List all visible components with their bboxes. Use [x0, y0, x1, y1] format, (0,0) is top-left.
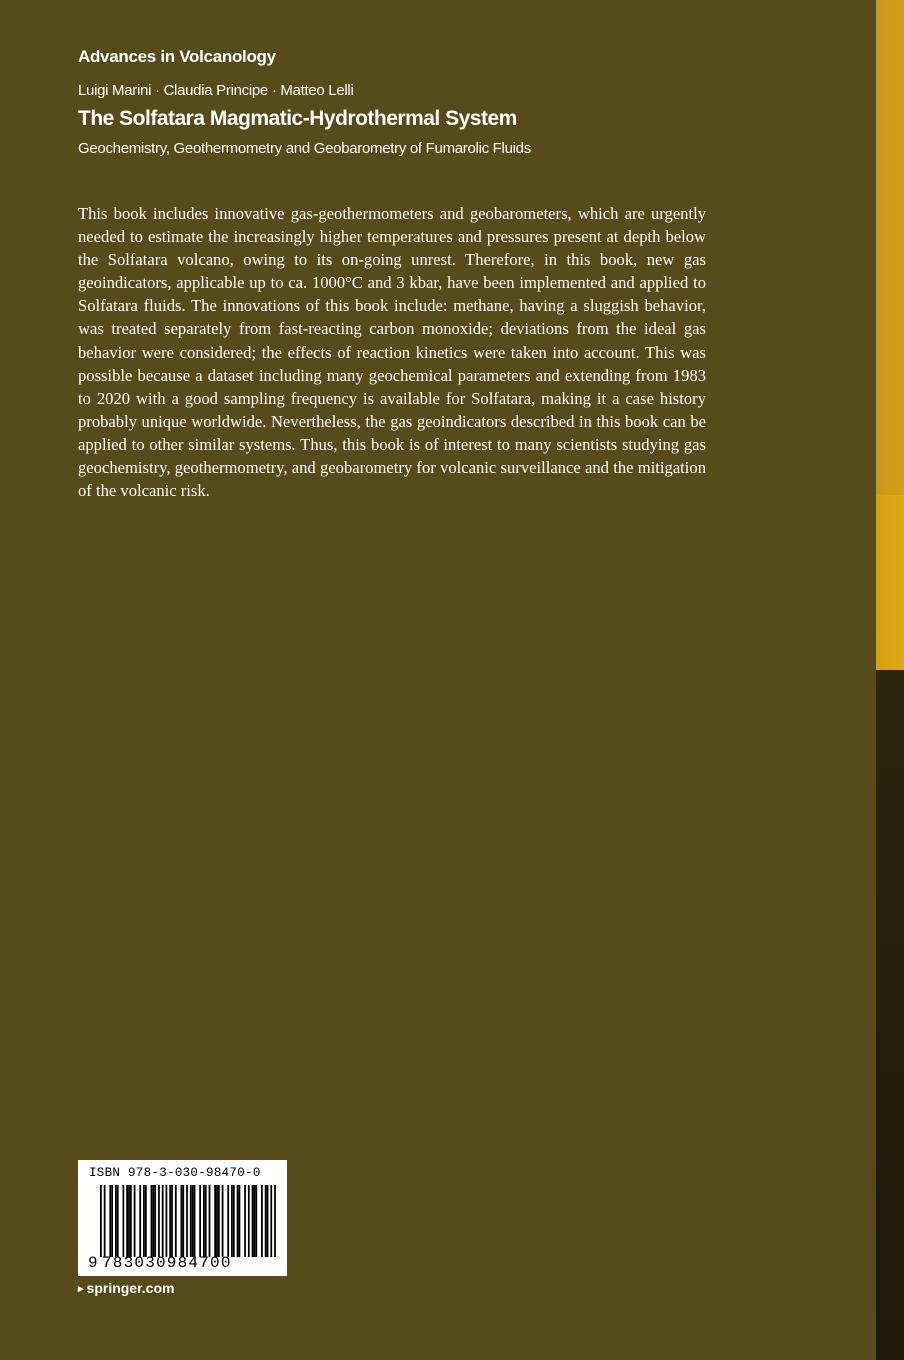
barcode-bar — [181, 1185, 183, 1257]
barcode-bar — [128, 1185, 130, 1257]
barcode-bar — [169, 1185, 171, 1257]
ean-first-digit: 9 — [88, 1254, 98, 1272]
publisher-link[interactable] — [78, 1280, 174, 1296]
book-subtitle: Geochemistry, Geothermometry and Geobarometry of Fumarolic Fluids — [78, 140, 531, 157]
barcode-bar — [192, 1185, 194, 1257]
barcode-bar — [237, 1185, 239, 1257]
spine-edge — [876, 0, 904, 1360]
barcode-bar — [265, 1185, 267, 1257]
barcode-bar — [254, 1185, 256, 1257]
barcode-bar — [171, 1185, 173, 1257]
barcode-bar — [199, 1185, 201, 1257]
barcode-bar — [139, 1185, 141, 1257]
barcode-bar — [227, 1185, 229, 1257]
barcode-bar — [231, 1185, 233, 1257]
authors: Luigi Marini · Claudia Principe · Matteo Lelli — [78, 82, 354, 99]
barcode-bar — [222, 1185, 224, 1257]
barcode-bar — [104, 1185, 106, 1257]
barcode-bar — [130, 1185, 132, 1257]
barcode-bar — [205, 1185, 207, 1257]
barcode-bar — [111, 1185, 113, 1257]
barcode-bar — [214, 1185, 216, 1257]
barcode-bar — [162, 1185, 164, 1257]
barcode-bar — [255, 1185, 257, 1257]
spine-gold-top — [876, 0, 904, 495]
barcode-bar — [252, 1185, 254, 1257]
spine-gold-bright — [876, 495, 904, 670]
barcode-bar — [233, 1185, 235, 1257]
barcode-bar — [182, 1185, 184, 1257]
isbn-barcode — [78, 1160, 287, 1276]
barcode-bar — [126, 1185, 128, 1257]
barcode-bar — [166, 1185, 168, 1257]
ean-rest-digits: 783030984700 — [102, 1254, 232, 1272]
barcode-bar — [248, 1185, 250, 1257]
series-name: Advances in Volcanology — [78, 47, 276, 66]
book-title: The Solfatara Magmatic-Hydrothermal System — [78, 107, 517, 130]
barcode-bar — [151, 1185, 153, 1257]
barcode-bar — [274, 1185, 276, 1257]
barcode-bar — [145, 1185, 147, 1257]
barcode-bar — [190, 1185, 192, 1257]
barcode-bar — [158, 1185, 160, 1257]
barcode-bar — [100, 1185, 102, 1257]
barcode-bar — [270, 1185, 272, 1257]
barcode-bar — [261, 1185, 263, 1257]
barcode-bar — [122, 1185, 124, 1257]
barcode-bars — [100, 1185, 276, 1257]
barcode-bar — [186, 1185, 188, 1257]
barcode-bar — [143, 1185, 145, 1257]
barcode-bar — [117, 1185, 119, 1257]
barcode-bar — [218, 1185, 220, 1257]
spine-dark-bottom — [876, 670, 904, 1360]
barcode-bar — [239, 1185, 241, 1257]
barcode-bar — [216, 1185, 218, 1257]
barcode-bar — [134, 1185, 136, 1257]
publisher-url: springer.com — [86, 1280, 175, 1296]
barcode-bar — [109, 1185, 111, 1257]
barcode-bar — [244, 1185, 246, 1257]
barcode-bar — [194, 1185, 196, 1257]
barcode-bar — [203, 1185, 205, 1257]
barcode-bar — [152, 1185, 154, 1257]
isbn-label: ISBN 978-3-030-98470-0 — [89, 1166, 261, 1180]
barcode-bar — [115, 1185, 117, 1257]
barcode-bar — [175, 1185, 177, 1257]
barcode-bar — [267, 1185, 269, 1257]
barcode-bar — [209, 1185, 211, 1257]
barcode-bar — [154, 1185, 156, 1257]
book-description: This book includes innovative gas-geothermometers and geobarometers, which are urgently needed to estimate the increasingly higher temperatures and pressures present at depth below the Solfatara volcano, owing to its on-going unrest. Therefore, in this book, new gas geoindicators, applicable up to ca. 1000°C and 3 kbar, have been implemented and applied to Solfatara fluids. The innovations of this book include: methane, having a sluggish behavior, was treated separately from fast-reacting carbon monoxide; deviations from the ideal gas behavior were considered; the effects of reaction kinetics were taken into account. This was possible because a dataset including many geochemical parameters and extending from 1983 to 2020 with a good sampling frequency is available for Solfatara, making it a case history probably unique worldwide. Nevertheless, the gas geoindicators described in this book can be applied to other similar systems. Thus, this book is of interest to many scientists studying gas geochemistry, geothermometry, and geobarometry for volcanic surveillance and the mitigation of the volcanic risk. — [78, 204, 706, 501]
arrow-right-icon: ▸ — [78, 1282, 84, 1295]
